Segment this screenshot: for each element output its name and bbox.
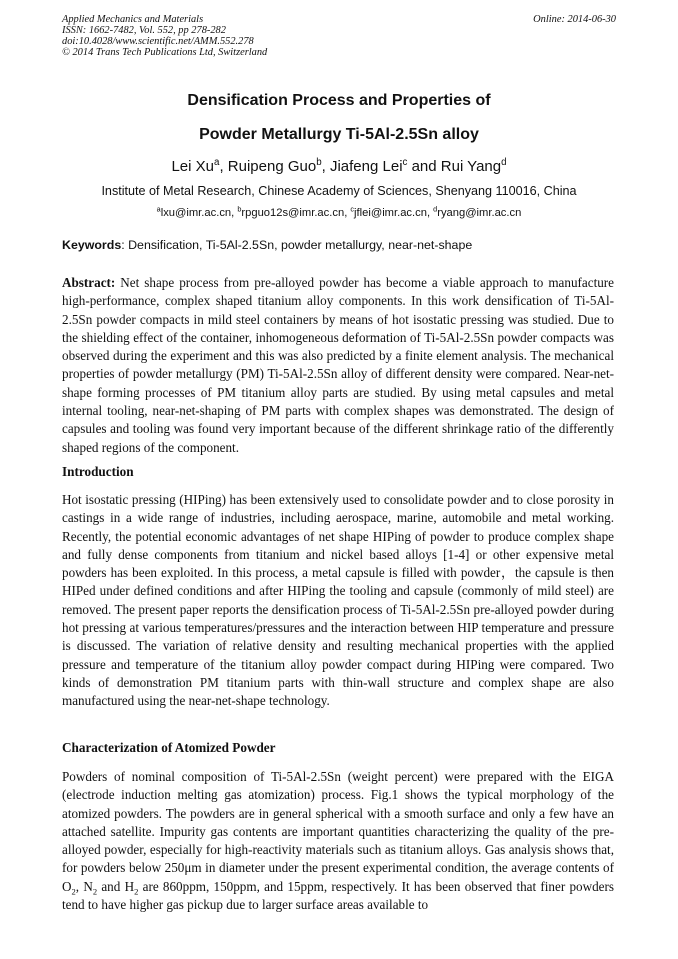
author-and: and: [407, 158, 441, 175]
journal-header: [62, 14, 616, 58]
n2-sub: 2: [92, 886, 98, 897]
email-link[interactable]: ryang@imr.ac.cn: [437, 207, 522, 219]
h2-sub: 2: [134, 886, 139, 897]
author-sup: c: [402, 157, 408, 168]
email-link[interactable]: rpguo12s@imr.ac.cn: [241, 207, 345, 219]
introduction-paragraph: Hot isostatic pressing (HIPing) has been extensively used to consolidate powder and to close porosity in castings in a wide range of industries, including aerospace, marine, automobile and metal working. Recently, the potential economic advantages of net shape HIPing of powder to produce complex shape and fully dense components from titanium and nickel based alloys [1-4] or other expensive metal powders has been exploited. In this process, a metal capsule is filled with powder，the capsule is then HIPed under defined conditions and after HIPing the tooling and capsule (commonly of mild steel) are removed. The present paper reports the densification process of Ti-5Al-2.5Sn pre-alloyed powder during hot pressing at various temperatures/pressures and the interaction between HIP temperature and pressure is discussed. The variation of relative density and resulting mechanical properties with the applied pressure and temperature of the titanium alloy powder compact during HIPing were compared. Two kinds of demonstration PM titanium parts with thin-wall structure and complex shape are also manufactured using the near-net-shape technology.: [62, 492, 614, 709]
introduction-heading: Introduction: [62, 464, 134, 479]
author-name: Lei Xu: [171, 158, 214, 175]
author-name: Ruipeng Guo: [227, 158, 317, 175]
author-sup: a: [214, 157, 220, 168]
abstract-label: Abstract:: [62, 275, 116, 290]
journal-copyright: © 2014 Trans Tech Publications Ltd, Switzerland: [62, 47, 268, 58]
char-text-b: , N: [75, 878, 93, 894]
author-list: Lei Xu$^a$, Ruipeng Guo$^b$, Jiafeng Lei$^c$ and Rui Yang$^d$: [171, 157, 507, 175]
journal-name: Applied Mechanics and Materials: [62, 14, 204, 25]
characterization-paragraph: [62, 768, 614, 914]
email-sup: c: [350, 204, 355, 214]
online-date: Online: 2014-06-30: [533, 14, 616, 25]
char-text-c: and H: [97, 878, 135, 894]
journal-doi[interactable]: doi:10.4028/www.scientific.net/AMM.552.278: [62, 36, 254, 47]
char-text-a: Powders of nominal composition of Ti-5Al-2.5Sn (weight percent) were prepared with the EIGA (electrode induction melting gas atomization) process. Fig.1 shows the typical morphology of the atomized powders. The powders are in general spherical with a smooth surface and only a few have an attached satellite. Impurity gas contents are important quantities characterizing the quality of the pre-alloyed powder, especially for high-reactivity materials such as titanium alloys. Gas analysis shows that, for powders below 250μm in diameter under the present experimental condition, the average contents of O: [62, 769, 614, 894]
char-text-d: are 860ppm, 150ppm, and 15ppm, respectively. It has been observed that finer powders tend to have higher gas pickup due to larger surface areas available to: [62, 878, 614, 913]
email-link[interactable]: jflei@imr.ac.cn: [354, 207, 427, 219]
abstract-paragraph: [62, 274, 614, 457]
abstract-text: Net shape process from pre-alloyed powder has become a viable approach to manufacture high-performance, complex shaped titanium alloy components. In this work densification of Ti-5Al-2.5Sn powder compacts in mild steel containers by means of hot isostatic pressing was studied. Due to the shielding effect of the container, inhomogeneous deformation of Ti-5Al-2.5Sn powder compacts was observed during the experiment and this was also predicted by a finite element analysis. The mechanical properties of powder metallurgy (PM) Ti-5Al-2.5Sn alloy of different density were compared. Near-net-shape forming processes of PM titanium alloy parts are studied. By using metal capsules and metal internal tooling, near-net-shaping of PM parts with complex shapes was demonstrated. The design of capsules and tooling was found very important because of the different shrinkage ratio of the differently shaped regions of the component.: [62, 275, 614, 455]
email-link[interactable]: lxu@imr.ac.cn: [160, 207, 232, 219]
paper-title-line-1: Densification Process and Properties of: [187, 92, 491, 109]
email-sup: a: [156, 204, 161, 214]
keywords: [62, 238, 616, 252]
author-name: Rui Yang: [440, 158, 502, 175]
o2-sub: 2: [71, 886, 76, 897]
author-name: Jiafeng Lei: [329, 158, 403, 175]
author-sup: b: [316, 157, 322, 168]
author-sup: d: [501, 157, 507, 168]
email-sup: d: [433, 204, 438, 214]
keywords-label: Keywords: [62, 238, 122, 252]
journal-issn: ISSN: 1662-7482, Vol. 552, pp 278-282: [62, 25, 226, 36]
email-sup: b: [237, 204, 242, 214]
author-emails: $^a$lxu@imr.ac.cn, $^b$rpguo12s@imr.ac.cn, $^c$jflei@imr.ac.cn, $^d$ryang@imr.ac.cn: [156, 204, 522, 219]
paper-title-line-2: Powder Metallurgy Ti-5Al-2.5Sn alloy: [199, 126, 479, 143]
keywords-text: : Densification, Ti-5Al-2.5Sn, powder metallurgy, near-net-shape: [121, 238, 473, 252]
characterization-heading: Characterization of Atomized Powder: [62, 740, 276, 755]
affiliation: Institute of Metal Research, Chinese Academy of Sciences, Shenyang 110016, China: [101, 184, 577, 198]
